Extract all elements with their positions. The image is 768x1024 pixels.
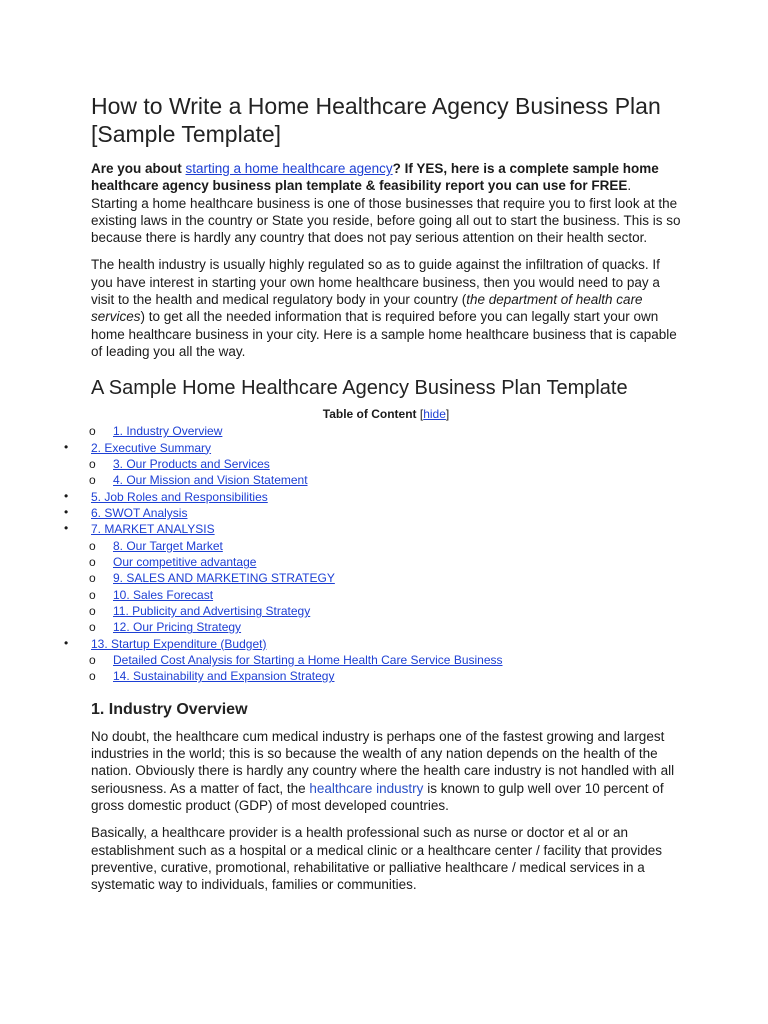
bullet-circle-icon: o xyxy=(89,424,96,439)
bullet-disc-icon: • xyxy=(64,488,69,503)
toc-item xyxy=(91,619,681,635)
bullet-circle-icon: o xyxy=(89,538,96,553)
section-heading: A Sample Home Healthcare Agency Business Plan Template xyxy=(91,377,628,400)
bullet-disc-icon: • xyxy=(64,521,69,536)
toc-item xyxy=(91,668,681,684)
toc-link[interactable]: 2. Executive Summary xyxy=(91,440,212,455)
article xyxy=(64,92,681,903)
para2-text-b: ) to get all the needed information that is required before you can legally start your own home healthcare business in your city. Here is a sample home healthcare business that is capable of leading you all the way. xyxy=(91,309,677,359)
toc-hide-bracket-open: [ xyxy=(419,407,424,422)
bullet-circle-icon: o xyxy=(89,604,96,619)
starting-agency-link[interactable]: starting a home healthcare agency xyxy=(185,161,393,176)
toc-link[interactable]: 14. Sustainability and Expansion Strategy xyxy=(113,669,335,684)
bullet-disc-icon: • xyxy=(64,635,69,650)
toc-link[interactable]: 3. Our Products and Services xyxy=(113,456,270,471)
toc-item xyxy=(91,570,681,586)
toc-link[interactable]: 11. Publicity and Advertising Strategy xyxy=(113,604,311,619)
intro-bold-rest: ? If YES, here is a complete sample home healthcare agency business plan template & feasibility report you can use for FREE xyxy=(91,161,659,194)
toc-item xyxy=(64,521,681,537)
healthcare-industry-link[interactable]: healthcare industry xyxy=(309,780,424,796)
bullet-circle-icon: o xyxy=(89,456,96,471)
bullet-circle-icon: o xyxy=(89,669,96,684)
para3-text-b: is known to gulp well over 10 percent of gross domestic product (GDP) of most developed countries. xyxy=(91,780,664,813)
toc-item xyxy=(91,456,681,472)
para2-text-a: The health industry is usually highly regulated so as to guide against the infiltration of quacks. If you have interest in starting your own home healthcare business, then you would need to pay a visit to the health and medical regulatory body in your country ( xyxy=(91,257,660,308)
table-of-contents xyxy=(64,423,681,685)
intro-paragraph xyxy=(91,160,681,246)
toc-link[interactable]: 13. Startup Expenditure (Budget) xyxy=(91,636,267,651)
page-title: How to Write a Home Healthcare Agency Business Plan [Sample Template] xyxy=(91,93,661,147)
toc-link[interactable]: 5. Job Roles and Responsibilities xyxy=(91,489,268,504)
toc-link[interactable]: 1. Industry Overview xyxy=(113,424,223,439)
toc-item xyxy=(64,504,681,521)
bullet-circle-icon: o xyxy=(89,620,96,635)
bullet-circle-icon: o xyxy=(89,473,96,488)
industry-paragraph xyxy=(91,728,681,814)
para3-text-a: No doubt, the healthcare cum medical industry is perhaps one of the fastest growing and largest industries in the world; this is so because the wealth of any nation depends on the health of the nation. Obviously there is hardly any country where the health care industry is not handled with all seriousness. As a matter of fact, the xyxy=(91,728,675,796)
intro-text: . Starting a home healthcare business is one of those businesses that require you to first look at the existing laws in the country or State you reside, before going all out to start the business. This is so because there is hardly any country that does not pay serious attention on their health sector. xyxy=(91,178,681,246)
bullet-disc-icon: • xyxy=(64,439,69,454)
toc-item xyxy=(91,652,681,668)
toc-item xyxy=(91,587,681,603)
toc-link[interactable]: 9. SALES AND MARKETING STRATEGY xyxy=(113,571,335,586)
bullet-circle-icon: o xyxy=(89,653,96,668)
toc-item xyxy=(91,538,681,554)
toc-item xyxy=(91,472,681,488)
toc-link[interactable]: 7. MARKET ANALYSIS xyxy=(91,522,215,537)
toc-item xyxy=(64,488,681,505)
toc-hide-wrap xyxy=(420,407,449,421)
toc-link[interactable]: Our competitive advantage xyxy=(113,555,257,570)
toc-link[interactable]: 4. Our Mission and Vision Statement xyxy=(113,473,308,488)
toc-item xyxy=(64,439,681,456)
toc-link[interactable]: 8. Our Target Market xyxy=(113,538,223,553)
toc-link[interactable]: 6. SWOT Analysis xyxy=(91,505,188,520)
para2-italic: the department of health care services xyxy=(91,292,643,325)
toc-hide-link[interactable]: hide xyxy=(423,407,446,422)
toc-item xyxy=(91,603,681,619)
bullet-circle-icon: o xyxy=(89,555,96,570)
toc-hide-bracket-close: ] xyxy=(445,407,450,422)
regulation-paragraph xyxy=(91,256,681,360)
bullet-circle-icon: o xyxy=(89,571,96,586)
provider-paragraph: Basically, a healthcare provider is a health professional such as nurse or doctor et al or an establishment such as a hospital or a medical clinic or a healthcare center / facility that provides preventive, curative, promotional, rehabilitative or palliative healthcare / medical services in a systematic way to individuals, families or communities. xyxy=(91,825,663,893)
intro-bold-lead: Are you about xyxy=(91,161,186,176)
toc-link[interactable]: 12. Our Pricing Strategy xyxy=(113,620,242,635)
toc-link[interactable]: 10. Sales Forecast xyxy=(113,587,214,602)
toc-item xyxy=(91,554,681,570)
toc-item xyxy=(91,423,681,439)
bullet-disc-icon: • xyxy=(64,504,69,519)
industry-overview-heading: 1. Industry Overview xyxy=(91,700,248,718)
toc-item xyxy=(64,635,681,652)
toc-title xyxy=(91,406,681,422)
toc-title-text: Table of Content xyxy=(322,407,417,422)
toc-link[interactable]: Detailed Cost Analysis for Starting a Home Health Care Service Business xyxy=(113,653,503,668)
bullet-circle-icon: o xyxy=(89,587,96,602)
